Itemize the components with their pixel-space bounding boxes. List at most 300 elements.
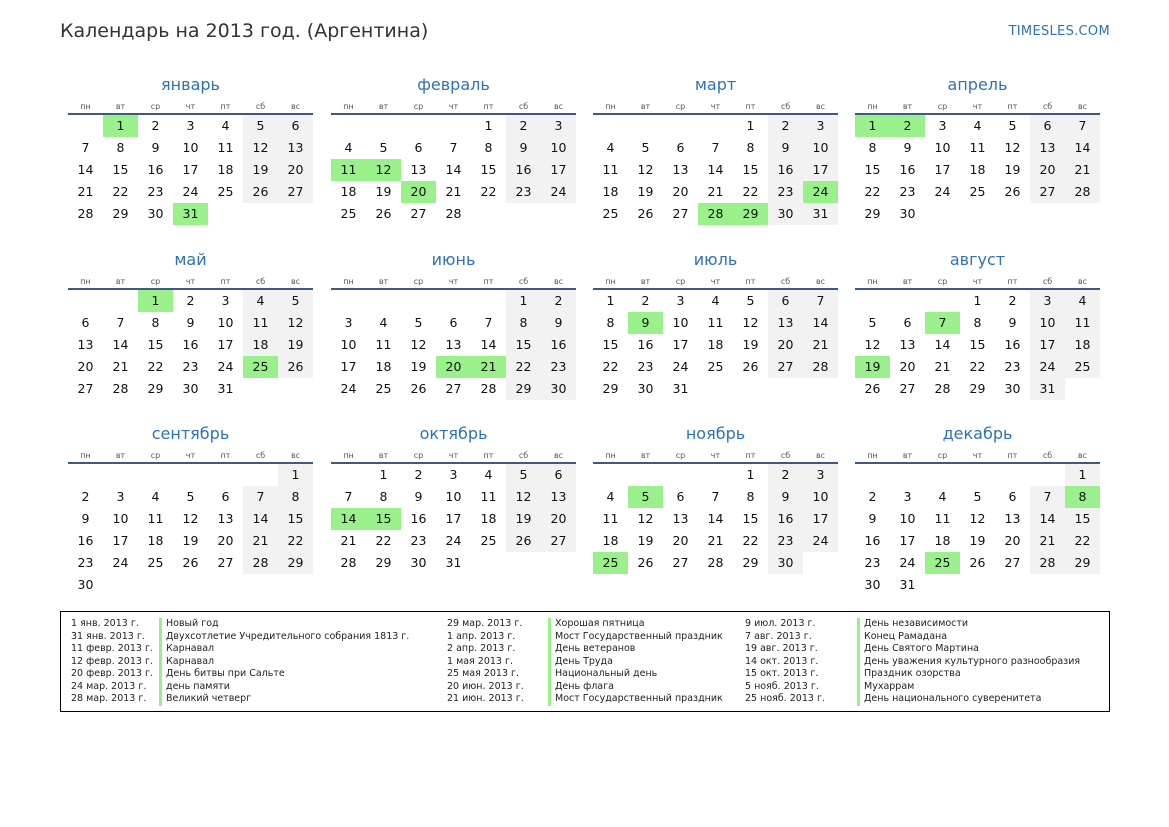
empty-cell: [1030, 464, 1065, 486]
holiday-item: [447, 656, 723, 669]
week-row: [855, 203, 1100, 225]
day-cell: 2: [1008, 293, 1017, 308]
day-cell: 23: [182, 359, 199, 374]
empty-cell: [890, 464, 925, 486]
holiday-item: [71, 693, 409, 706]
day-cell: 11: [707, 315, 724, 330]
day-cell: 25: [147, 555, 164, 570]
day-cell: 18: [217, 162, 234, 177]
day-cell: 4: [606, 140, 615, 155]
day-cell: 19: [375, 184, 392, 199]
day-cell: 27: [1004, 555, 1021, 570]
empty-cell: [68, 115, 103, 137]
day-cell: 21: [445, 184, 462, 199]
month-name: май: [174, 250, 207, 269]
day-cell: 8: [746, 140, 755, 155]
week-row: [855, 552, 1100, 574]
day-cell: 17: [803, 508, 838, 530]
day-cell: 1: [1065, 464, 1100, 486]
empty-cell: [541, 552, 576, 574]
week-row: [331, 464, 576, 486]
week-row: [68, 552, 313, 574]
weekday-label: чт: [185, 451, 196, 460]
day-cell: 25: [925, 552, 960, 574]
day-cell: 9: [903, 140, 912, 155]
holiday-item: [745, 693, 1080, 706]
day-cell: 29: [506, 378, 541, 400]
day-cell: 25: [243, 356, 278, 378]
day-cell: 14: [707, 511, 724, 526]
holiday-item: [745, 656, 1080, 669]
day-cell: 17: [340, 359, 357, 374]
day-cell: 20: [672, 184, 689, 199]
day-cell: 19: [182, 533, 199, 548]
weekday-label: сб: [1042, 102, 1053, 111]
day-cell: 20: [1030, 159, 1065, 181]
day-cell: 11: [1065, 312, 1100, 334]
week-row: [855, 356, 1100, 378]
day-cell: 16: [410, 511, 427, 526]
empty-cell: [1065, 574, 1100, 596]
empty-cell: [208, 574, 243, 596]
empty-cell: [995, 464, 1030, 486]
week-row: [68, 290, 313, 312]
day-cell: 19: [410, 359, 427, 374]
holiday-name: День ветеранов: [548, 643, 635, 656]
holiday-date: 9 июл. 2013 г.: [745, 618, 816, 629]
weekday-label: вт: [115, 102, 126, 111]
day-cell: 16: [541, 334, 576, 356]
empty-cell: [506, 203, 541, 225]
day-cell: 22: [112, 184, 129, 199]
weekday-label: сб: [255, 102, 266, 111]
weekday-label: ср: [937, 277, 948, 286]
day-cell: 7: [484, 315, 493, 330]
day-cell: 22: [969, 359, 986, 374]
day-cell: 26: [1004, 184, 1021, 199]
day-cell: 24: [340, 381, 357, 396]
weekday-label: сб: [518, 451, 529, 460]
day-cell: 3: [938, 118, 947, 133]
day-cell: 29: [602, 381, 619, 396]
day-cell: 24: [934, 184, 951, 199]
day-cell: 29: [112, 206, 129, 221]
day-cell: 25: [217, 184, 234, 199]
day-cell: 28: [934, 381, 951, 396]
day-cell: 12: [637, 162, 654, 177]
day-cell: 19: [637, 184, 654, 199]
holiday-date: 25 мая 2013 г.: [447, 668, 520, 679]
day-cell: 5: [414, 315, 423, 330]
day-cell: 30: [768, 552, 803, 574]
week-row: [593, 203, 838, 225]
week-row: [68, 334, 313, 356]
day-cell: 26: [742, 359, 759, 374]
day-cell: 12: [637, 511, 654, 526]
day-cell: 17: [445, 511, 462, 526]
week-row: [855, 508, 1100, 530]
holiday-date: 21 июн. 2013 г.: [447, 693, 524, 704]
day-cell: 19: [1004, 162, 1021, 177]
day-cell: 16: [864, 533, 881, 548]
day-cell: 28: [77, 206, 94, 221]
day-cell: 3: [344, 315, 353, 330]
empty-cell: [506, 552, 541, 574]
day-cell: 24: [445, 533, 462, 548]
empty-cell: [593, 464, 628, 486]
holiday-item: [71, 643, 409, 656]
weekday-label: пт: [1007, 102, 1018, 111]
day-cell: 21: [707, 533, 724, 548]
day-cell: 29: [969, 381, 986, 396]
weekday-label: ср: [413, 102, 424, 111]
week-row: [331, 552, 576, 574]
empty-cell: [103, 464, 138, 486]
day-cell: 15: [969, 337, 986, 352]
day-cell: 18: [602, 533, 619, 548]
day-cell: 12: [410, 337, 427, 352]
weekday-label: сб: [518, 102, 529, 111]
weekday-label: чт: [185, 277, 196, 286]
day-cell: 24: [803, 530, 838, 552]
week-row: [68, 464, 313, 486]
empty-cell: [471, 552, 506, 574]
day-cell: 24: [672, 359, 689, 374]
empty-cell: [208, 464, 243, 486]
holiday-item: [447, 681, 723, 694]
day-cell: 20: [768, 334, 803, 356]
day-cell: 8: [116, 140, 125, 155]
weekday-label: пт: [745, 277, 756, 286]
day-cell: 14: [77, 162, 94, 177]
day-cell: 26: [637, 206, 654, 221]
weekday-label: пт: [483, 102, 494, 111]
weekday-label: вс: [290, 102, 301, 111]
holiday-item: [447, 693, 723, 706]
day-cell: 11: [602, 511, 619, 526]
day-cell: 13: [672, 162, 689, 177]
weekday-label: сб: [1042, 277, 1053, 286]
week-row: [593, 115, 838, 137]
day-cell: 20: [672, 533, 689, 548]
day-cell: 27: [1030, 181, 1065, 203]
day-cell: 14: [445, 162, 462, 177]
weekday-label: пн: [605, 102, 616, 111]
day-cell: 23: [77, 555, 94, 570]
day-cell: 9: [768, 486, 803, 508]
day-cell: 13: [672, 511, 689, 526]
day-cell: 22: [1065, 530, 1100, 552]
weekday-label: чт: [448, 102, 459, 111]
week-row: [331, 530, 576, 552]
day-cell: 12: [278, 312, 313, 334]
day-cell: 8: [746, 489, 755, 504]
week-row: [593, 486, 838, 508]
day-cell: 24: [899, 555, 916, 570]
day-cell: 10: [803, 137, 838, 159]
day-cell: 25: [340, 206, 357, 221]
day-cell: 13: [410, 162, 427, 177]
day-cell: 1: [746, 118, 755, 133]
day-cell: 2: [414, 467, 423, 482]
day-cell: 10: [672, 315, 689, 330]
week-row: [331, 378, 576, 400]
day-cell: 5: [973, 489, 982, 504]
day-cell: 25: [375, 381, 392, 396]
holiday-name: Хорошая пятница: [548, 618, 645, 631]
weekday-label: ср: [150, 102, 161, 111]
day-cell: 30: [899, 206, 916, 221]
weekday-label: вс: [815, 102, 826, 111]
holiday-date: 5 нояб. 2013 г.: [745, 680, 819, 692]
weekday-header: [68, 274, 313, 290]
day-cell: 23: [899, 184, 916, 199]
day-cell: 13: [1030, 137, 1065, 159]
weekday-header: [855, 99, 1100, 115]
day-cell: 2: [868, 489, 877, 504]
holiday-item: [745, 681, 1080, 694]
day-cell: 29: [278, 552, 313, 574]
day-cell: 4: [243, 290, 278, 312]
day-cell: 11: [331, 159, 366, 181]
day-cell: 19: [506, 508, 541, 530]
weekday-label: вс: [290, 451, 301, 460]
day-cell: 17: [1030, 334, 1065, 356]
week-row: [855, 334, 1100, 356]
holiday-name: Мост Государственный праздник: [548, 693, 723, 706]
day-cell: 28: [707, 555, 724, 570]
holiday-name: День уважения культурного разнообразия: [857, 656, 1080, 669]
holiday-item: [71, 656, 409, 669]
empty-cell: [436, 115, 471, 137]
weekday-label: сб: [780, 102, 791, 111]
day-cell: 24: [541, 181, 576, 203]
day-cell: 16: [77, 533, 94, 548]
holiday-name: День независимости: [857, 618, 968, 631]
day-cell: 29: [147, 381, 164, 396]
day-cell: 6: [1030, 115, 1065, 137]
day-cell: 14: [803, 312, 838, 334]
day-cell: 23: [768, 530, 803, 552]
empty-cell: [803, 552, 838, 574]
day-cell: 11: [243, 312, 278, 334]
month-6: [331, 246, 576, 400]
empty-cell: [68, 290, 103, 312]
empty-cell: [855, 290, 890, 312]
week-row: [68, 508, 313, 530]
holiday-item: [71, 631, 409, 644]
weekday-label: вт: [640, 277, 651, 286]
day-cell: 18: [934, 533, 951, 548]
weekday-label: пн: [605, 277, 616, 286]
holiday-date: 11 февр. 2013 г.: [71, 643, 153, 654]
empty-cell: [890, 290, 925, 312]
week-row: [331, 334, 576, 356]
holiday-list: [60, 611, 1110, 712]
day-cell: 12: [182, 511, 199, 526]
empty-cell: [855, 464, 890, 486]
day-cell: 5: [746, 293, 755, 308]
day-cell: 10: [182, 140, 199, 155]
day-cell: 21: [1030, 530, 1065, 552]
day-cell: 21: [934, 359, 951, 374]
empty-cell: [960, 464, 995, 486]
day-cell: 10: [934, 140, 951, 155]
day-cell: 7: [711, 489, 720, 504]
day-cell: 3: [221, 293, 230, 308]
day-cell: 16: [768, 159, 803, 181]
empty-cell: [663, 464, 698, 486]
weekday-label: вс: [553, 277, 564, 286]
weekday-label: чт: [972, 277, 983, 286]
day-cell: 30: [864, 577, 881, 592]
holiday-item: [447, 631, 723, 644]
week-row: [331, 159, 576, 181]
weekday-label: ср: [675, 277, 686, 286]
day-cell: 7: [711, 140, 720, 155]
empty-cell: [995, 574, 1030, 596]
week-row: [593, 181, 838, 203]
day-cell: 4: [221, 118, 230, 133]
week-row: [593, 530, 838, 552]
weekday-label: ср: [413, 451, 424, 460]
holiday-item: [745, 668, 1080, 681]
weekday-header: [593, 448, 838, 464]
weekday-label: чт: [972, 102, 983, 111]
holiday-date: 20 июн. 2013 г.: [447, 680, 524, 692]
week-row: [593, 334, 838, 356]
site-link[interactable]: TIMESLES.COM: [1008, 24, 1110, 39]
empty-cell: [401, 115, 436, 137]
day-cell: 11: [934, 511, 951, 526]
day-cell: 1: [506, 290, 541, 312]
weekday-label: ср: [150, 277, 161, 286]
day-cell: 19: [278, 334, 313, 356]
empty-cell: [960, 203, 995, 225]
day-cell: 30: [768, 203, 803, 225]
weekday-label: пн: [867, 277, 878, 286]
day-cell: 3: [541, 115, 576, 137]
holiday-date: 25 нояб. 2013 г.: [745, 693, 825, 704]
holiday-item: [71, 668, 409, 681]
day-cell: 6: [414, 140, 423, 155]
week-row: [593, 378, 838, 400]
day-cell: 15: [742, 511, 759, 526]
week-row: [855, 290, 1100, 312]
empty-cell: [138, 464, 173, 486]
month-1: [68, 71, 313, 225]
day-cell: 5: [506, 464, 541, 486]
day-cell: 31: [899, 577, 916, 592]
week-row: [855, 464, 1100, 486]
day-cell: 27: [672, 206, 689, 221]
holiday-date: 1 апр. 2013 г.: [447, 630, 516, 642]
weekday-label: пт: [220, 277, 231, 286]
empty-cell: [628, 464, 663, 486]
day-cell: 8: [506, 312, 541, 334]
day-cell: 10: [445, 489, 462, 504]
empty-cell: [366, 115, 401, 137]
day-cell: 9: [151, 140, 160, 155]
week-row: [331, 137, 576, 159]
day-cell: 22: [742, 533, 759, 548]
day-cell: 31: [217, 381, 234, 396]
day-cell: 26: [506, 530, 541, 552]
weekday-label: сб: [255, 277, 266, 286]
day-cell: 7: [803, 290, 838, 312]
day-cell: 25: [969, 184, 986, 199]
holiday-date: 15 окт. 2013 г.: [745, 668, 819, 679]
day-cell: 9: [1008, 315, 1017, 330]
day-cell: 23: [864, 555, 881, 570]
day-cell: 1: [138, 290, 173, 312]
day-cell: 13: [768, 312, 803, 334]
day-cell: 15: [506, 334, 541, 356]
weekday-label: пн: [343, 451, 354, 460]
week-row: [855, 115, 1100, 137]
day-cell: 17: [217, 337, 234, 352]
empty-cell: [243, 464, 278, 486]
day-cell: 22: [147, 359, 164, 374]
week-row: [68, 378, 313, 400]
day-cell: 10: [541, 137, 576, 159]
day-cell: 14: [243, 508, 278, 530]
month-7: [593, 246, 838, 400]
day-cell: 25: [1065, 356, 1100, 378]
empty-cell: [436, 290, 471, 312]
day-cell: 27: [217, 555, 234, 570]
week-row: [593, 508, 838, 530]
day-cell: 3: [449, 467, 458, 482]
weekday-label: пт: [745, 102, 756, 111]
weekday-label: пн: [867, 451, 878, 460]
day-cell: 9: [628, 312, 663, 334]
week-row: [68, 574, 313, 596]
day-cell: 6: [768, 290, 803, 312]
weekday-label: чт: [448, 451, 459, 460]
day-cell: 4: [344, 140, 353, 155]
day-cell: 2: [641, 293, 650, 308]
weekday-label: пн: [867, 102, 878, 111]
day-cell: 30: [1004, 381, 1021, 396]
weekday-label: вт: [378, 277, 389, 286]
day-cell: 1: [746, 467, 755, 482]
empty-cell: [925, 574, 960, 596]
holiday-date: 1 мая 2013 г.: [447, 655, 513, 667]
day-cell: 28: [243, 552, 278, 574]
holiday-name: День Святого Мартина: [857, 643, 979, 656]
month-5: [68, 246, 313, 400]
empty-cell: [541, 203, 576, 225]
week-row: [331, 290, 576, 312]
empty-cell: [138, 574, 173, 596]
day-cell: 28: [803, 356, 838, 378]
week-row: [855, 159, 1100, 181]
day-cell: 6: [221, 489, 230, 504]
holiday-item: [745, 643, 1080, 656]
holiday-date: 14 окт. 2013 г.: [745, 655, 819, 667]
weekday-label: вс: [1077, 277, 1088, 286]
week-row: [331, 181, 576, 203]
holiday-item: [447, 668, 723, 681]
weekday-label: вт: [902, 102, 913, 111]
day-cell: 8: [868, 140, 877, 155]
month-name: июнь: [431, 250, 476, 269]
day-cell: 2: [186, 293, 195, 308]
day-cell: 6: [278, 115, 313, 137]
holiday-date: 20 февр. 2013 г.: [71, 668, 153, 679]
day-cell: 22: [480, 184, 497, 199]
